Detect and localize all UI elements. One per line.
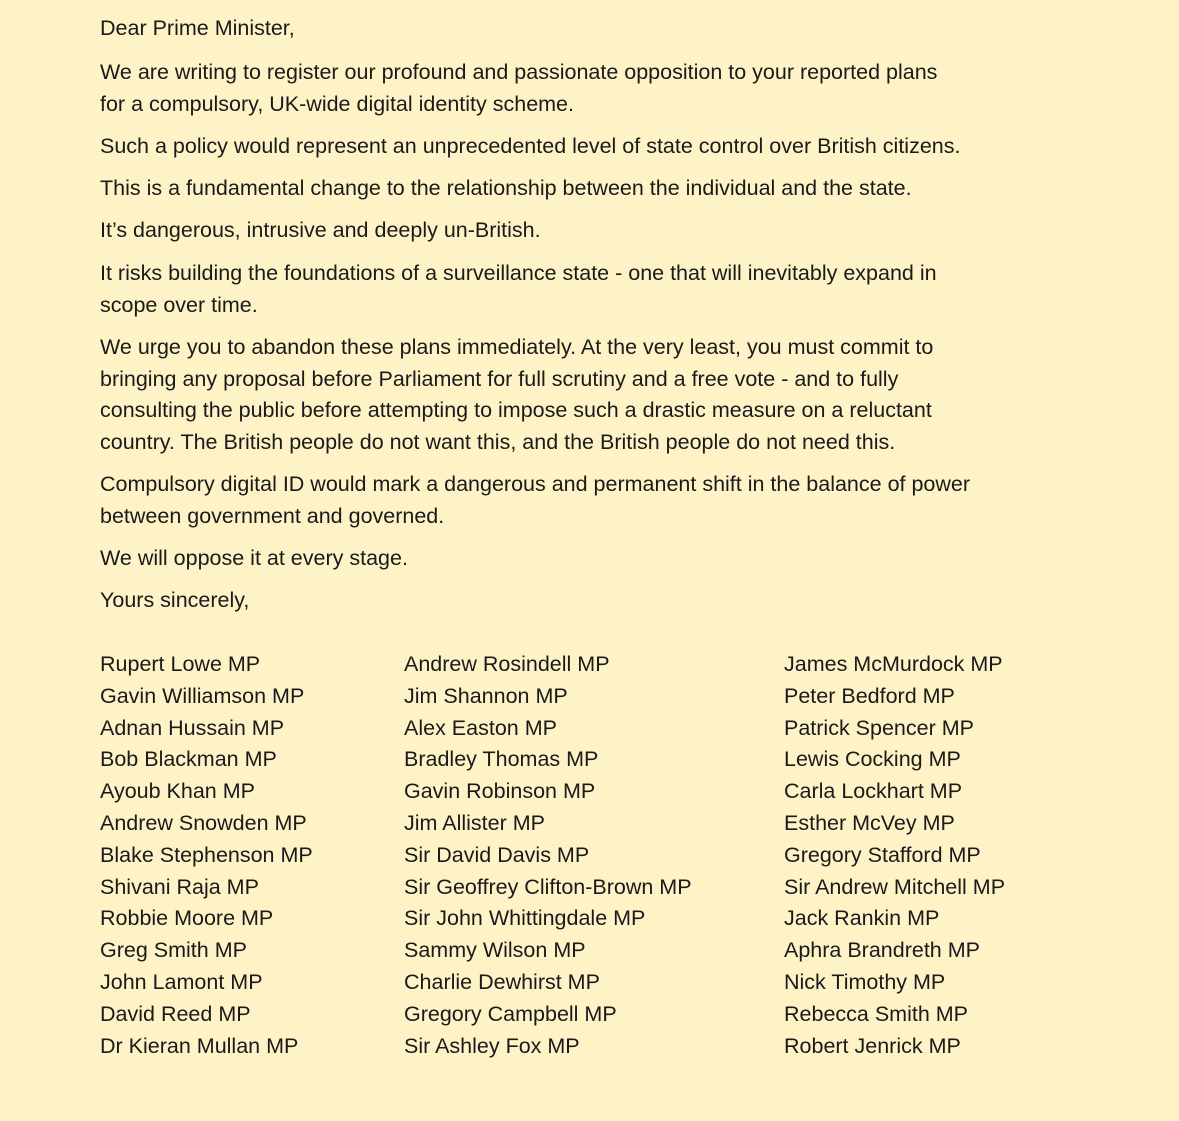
signatory-name: Carla Lockhart MP	[784, 779, 963, 804]
signatory-name: Sammy Wilson MP	[404, 938, 586, 963]
signatory-name: Blake Stephenson MP	[100, 842, 313, 867]
signatory-name: Andrew Snowden MP	[100, 810, 307, 835]
signatory-name: Robert Jenrick MP	[784, 1033, 961, 1058]
signatory-name: Bradley Thomas MP	[404, 747, 599, 772]
letter-salutation: Dear Prime Minister,	[100, 16, 295, 40]
signatory-name: Jack Rankin MP	[784, 906, 940, 931]
signatories-column-3	[784, 649, 1005, 1062]
signatory-name: Sir John Whittingdale MP	[404, 906, 646, 931]
paragraph-line: We will oppose it at every stage.	[100, 546, 408, 570]
signatory-name: Gregory Campbell MP	[404, 1001, 617, 1026]
signatory-name: Peter Bedford MP	[784, 683, 955, 708]
signatory-name: Esther McVey MP	[784, 810, 955, 835]
signatory-name: Andrew Rosindell MP	[404, 652, 610, 676]
signatory-name: Rupert Lowe MP	[100, 652, 261, 676]
signatory-name: Sir Geoffrey Clifton-Brown MP	[404, 874, 692, 899]
paragraph-opposition	[100, 57, 1100, 120]
signatory-name: Sir David Davis MP	[404, 842, 590, 867]
signatory-name: Lewis Cocking MP	[784, 747, 961, 772]
signatory-name: Jim Shannon MP	[404, 683, 568, 708]
paragraph-line: Compulsory digital ID would mark a dangerous and permanent shift in the balance of power	[100, 472, 971, 496]
signatory-name: James McMurdock MP	[784, 652, 1003, 676]
signatory-name: Dr Kieran Mullan MP	[100, 1033, 299, 1058]
signatory-name: Shivani Raja MP	[100, 874, 259, 899]
signatory-name: Gavin Robinson MP	[404, 779, 596, 804]
paragraph-line: We are writing to register our profound and passionate opposition to your reported plans	[100, 60, 938, 84]
signatory-name: Nick Timothy MP	[784, 969, 946, 994]
paragraph-line: for a compulsory, UK-wide digital identity scheme.	[100, 91, 574, 116]
signatories-column-1	[100, 649, 313, 1062]
signatory-name: Sir Ashley Fox MP	[404, 1033, 580, 1058]
signatory-name: Patrick Spencer MP	[784, 715, 974, 740]
paragraph-dangerous	[100, 215, 1100, 247]
signatory-name: Adnan Hussain MP	[100, 715, 285, 740]
paragraph-line: It’s dangerous, intrusive and deeply un-British.	[100, 218, 541, 242]
signatory-name: Rebecca Smith MP	[784, 1001, 969, 1026]
paragraph-line: bringing any proposal before Parliament for full scrutiny and a free vote - and to fully	[100, 366, 899, 391]
paragraph-line: country. The British people do not want this, and the British people do not need this.	[100, 429, 896, 454]
paragraph-line: scope over time.	[100, 292, 258, 317]
signatory-name: Charlie Dewhirst MP	[404, 969, 600, 994]
paragraph-urge-abandon	[100, 332, 1100, 458]
signatories-column-2	[404, 649, 692, 1062]
signatory-name: Gavin Williamson MP	[100, 683, 305, 708]
signatory-name: Aphra Brandreth MP	[784, 938, 980, 963]
paragraph-line: We urge you to abandon these plans immediately. At the very least, you must commit to	[100, 335, 934, 359]
signatory-name: Greg Smith MP	[100, 938, 247, 963]
signatory-name: John Lamont MP	[100, 969, 263, 994]
signatory-name: Bob Blackman MP	[100, 747, 277, 772]
signatory-name: Gregory Stafford MP	[784, 842, 981, 867]
signatory-name: Alex Easton MP	[404, 715, 557, 740]
paragraph-line: Such a policy would represent an unprecedented level of state control over British citizens.	[100, 134, 961, 158]
paragraph-line: consulting the public before attempting to impose such a drastic measure on a reluctant	[100, 398, 932, 423]
letter-closing	[100, 585, 1100, 617]
signatory-name: Ayoub Khan MP	[100, 779, 255, 804]
signatory-name: Sir Andrew Mitchell MP	[784, 874, 1006, 899]
paragraph-state-control	[100, 131, 1100, 163]
paragraph-line: Yours sincerely,	[100, 588, 250, 612]
paragraph-line: between government and governed.	[100, 503, 445, 528]
paragraph-oppose	[100, 543, 1100, 575]
paragraph-fundamental-change	[100, 173, 1100, 205]
signatory-name: Robbie Moore MP	[100, 906, 274, 931]
signatory-name: David Reed MP	[100, 1001, 251, 1026]
signatory-name: Jim Allister MP	[404, 810, 545, 835]
paragraph-line: It risks building the foundations of a surveillance state - one that will inevitably expand in	[100, 261, 937, 285]
paragraph-surveillance	[100, 258, 1100, 321]
paragraph-balance-of-power	[100, 469, 1100, 532]
paragraph-line: This is a fundamental change to the relationship between the individual and the state.	[100, 176, 912, 200]
